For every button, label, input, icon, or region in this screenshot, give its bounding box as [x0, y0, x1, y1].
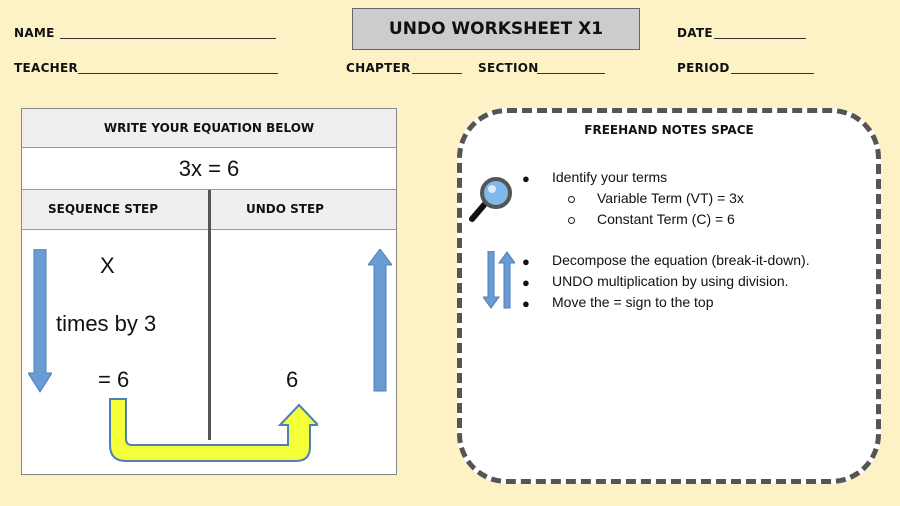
sequence-step-header	[22, 190, 210, 230]
table-heading: WRITE YOUR EQUATION BELOW	[22, 109, 396, 148]
identify-terms-text: Identify your terms	[552, 169, 668, 185]
name-label: NAME	[14, 26, 55, 40]
sequence-step-1: X	[100, 253, 115, 278]
equation-text: 3x = 6	[22, 148, 396, 190]
magnifier-icon	[468, 175, 514, 223]
move-sign-text: Move the = sign to the top	[552, 294, 714, 310]
worksheet-title: UNDO WORKSHEET X1	[352, 8, 640, 50]
date-label: DATE	[677, 26, 713, 40]
bullet: ●	[522, 171, 530, 186]
chapter-label: CHAPTER	[346, 61, 411, 75]
period-label: PERIOD	[677, 61, 730, 75]
up-arrow-icon	[368, 249, 392, 393]
sequence-step-2: times by 3	[56, 311, 157, 336]
chapter-field[interactable]	[412, 73, 462, 74]
notes-title: FREEHAND NOTES SPACE	[584, 123, 754, 137]
freehand-notes-panel[interactable]	[457, 108, 881, 484]
teacher-label: TEACHER	[14, 61, 79, 75]
equation-table	[21, 108, 397, 475]
u-turn-arrow-icon	[106, 395, 318, 465]
undo-step-header-label: UNDO STEP	[246, 202, 324, 216]
sub-bullet	[568, 196, 575, 203]
section-field[interactable]	[537, 73, 605, 74]
sequence-step-header-label: SEQUENCE STEP	[48, 202, 159, 216]
period-field[interactable]	[731, 73, 814, 74]
decompose-text: Decompose the equation (break-it-down).	[552, 252, 810, 268]
down-arrow-icon	[28, 249, 52, 393]
bullet: ●	[522, 275, 530, 290]
undo-step-header	[210, 190, 396, 230]
section-label: SECTION	[478, 61, 539, 75]
undo-step-result: 6	[286, 367, 299, 392]
bullet: ●	[522, 296, 530, 311]
sequence-step-3: = 6	[98, 367, 130, 392]
sub-bullet	[568, 217, 575, 224]
constant-term-text: Constant Term (C) = 6	[597, 211, 735, 227]
variable-term-text: Variable Term (VT) = 3x	[597, 190, 744, 206]
date-field[interactable]	[714, 38, 806, 39]
teacher-field[interactable]	[78, 73, 278, 74]
up-down-arrows-icon	[483, 251, 515, 309]
undo-multiplication-text: UNDO multiplication by using division.	[552, 273, 789, 289]
bullet: ●	[522, 254, 530, 269]
name-field[interactable]	[60, 38, 276, 39]
